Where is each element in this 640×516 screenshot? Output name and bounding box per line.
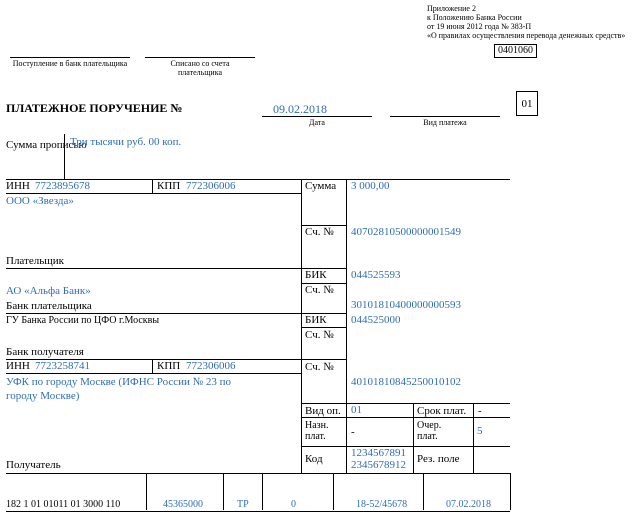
budget-period: 0	[291, 499, 296, 510]
payer-kpp-label: КПП	[157, 180, 181, 192]
grid-vline-301	[301, 179, 302, 473]
payer-inn-label: ИНН	[6, 180, 30, 192]
budget-vline-1	[146, 473, 147, 510]
budget-bottom-line	[6, 511, 510, 512]
grid-line-403	[301, 403, 510, 404]
grid-line-313	[6, 313, 346, 314]
grid-vline-kpp-payer	[152, 179, 153, 193]
op-purpose-label-2: плат.	[305, 431, 326, 442]
payee-label: Получатель	[6, 459, 61, 471]
received-line	[10, 57, 130, 58]
budget-basis: ТР	[237, 499, 249, 510]
budget-vline-4	[333, 473, 334, 510]
grid-vline-346	[346, 179, 347, 473]
payment-type-underline	[390, 116, 500, 117]
priority-label-1: Очер.	[417, 420, 442, 431]
payer-bank-bik: 044525593	[351, 269, 401, 281]
appendix-line-2: к Положению Банка России	[427, 13, 522, 22]
document-date: 09.02.2018	[273, 102, 327, 116]
budget-kbk: 182 1 01 01011 01 3000 110	[6, 499, 121, 510]
payee-kpp-label: КПП	[157, 360, 181, 372]
payee-inn: 7723258741	[35, 360, 90, 372]
op-type: 01	[351, 404, 362, 416]
payer-bank-label: Банк плательщика	[6, 300, 92, 312]
grid-line-473	[6, 473, 510, 474]
payer-name: ООО «Звезда»	[6, 195, 74, 207]
payee-name-line-1: УФК по городу Москве (ИФНС России № 23 по	[6, 376, 232, 388]
grid-line-417	[301, 417, 510, 418]
payee-bank-name: ГУ Банка России по ЦФО г.Москвы	[6, 315, 160, 326]
sum-label: Сумма	[305, 180, 337, 192]
budget-doc-date: 07.02.2018	[446, 499, 491, 510]
priority-label-2: плат.	[417, 431, 438, 442]
budget-doc-number: 18-52/45678	[356, 499, 408, 510]
payee-account: 40101810845250010102	[351, 376, 461, 388]
form-code-box: 0401060	[494, 44, 537, 58]
payer-account-label: Сч. №	[305, 226, 334, 238]
payee-bank-account-label: Сч. №	[305, 329, 334, 341]
op-type-label: Вид оп.	[305, 405, 341, 417]
amount-words-value: Три тысячи руб. 00 коп.	[70, 136, 182, 148]
grid-line-193	[6, 193, 301, 194]
date-underline	[262, 116, 372, 117]
grid-line-327	[301, 327, 346, 328]
payee-bank-bik: 044525000	[351, 314, 401, 326]
op-purpose: -	[351, 426, 355, 438]
grid-vline-kpp-payee	[152, 359, 153, 373]
payee-name-line-2: городу Москве)	[6, 390, 80, 402]
payee-kpp: 772306006	[186, 360, 236, 372]
payer-inn: 7723895678	[35, 180, 90, 192]
budget-vline-3	[262, 473, 263, 510]
deadline-label: Срок плат.	[417, 405, 467, 417]
date-label: Дата	[309, 118, 325, 127]
payer-label: Плательщик	[6, 255, 64, 267]
status-box: 01	[516, 91, 538, 116]
payee-bank-label: Банк получателя	[6, 346, 84, 358]
debited-line	[145, 57, 255, 58]
budget-vline-2	[223, 473, 224, 510]
debited-label: Списано со счета плательщика	[170, 59, 230, 77]
appendix-line-1: Приложение 2	[427, 4, 476, 13]
payer-kpp: 772306006	[186, 180, 236, 192]
appendix-line-3: от 19 июня 2012 года № 383-П	[427, 22, 532, 31]
payer-bank-account: 30101810400000000593	[351, 299, 461, 311]
grid-vline-413	[413, 403, 414, 473]
sum-value: 3 000,00	[351, 180, 390, 192]
priority-value: 5	[477, 425, 483, 437]
payer-bank-name: АО «Альфа Банк»	[6, 285, 91, 297]
budget-oktmo: 45365000	[163, 499, 203, 510]
document-title: ПЛАТЕЖНОЕ ПОРУЧЕНИЕ №	[6, 101, 183, 115]
grid-vline-473	[473, 403, 474, 473]
appendix-line-4: «О правилах осуществления перевода денежных средств»	[427, 31, 626, 40]
op-code-line-2: 2345678912	[351, 459, 406, 471]
op-purpose-label-1: Назн.	[305, 420, 329, 431]
payer-account: 40702810500000001549	[351, 226, 461, 238]
budget-vline-6	[510, 473, 511, 510]
payee-inn-label: ИНН	[6, 360, 30, 372]
payer-bank-account-label: Сч. №	[305, 284, 334, 296]
payee-account-label: Сч. №	[305, 361, 334, 373]
budget-vline-5	[423, 473, 424, 510]
grid-line-268	[6, 268, 346, 269]
deadline-value: -	[478, 405, 482, 417]
amount-words-label: Сумма прописью	[6, 139, 87, 151]
payee-bank-bik-label: БИК	[305, 314, 327, 326]
op-code-line-1: 1234567891	[351, 447, 406, 459]
grid-line-373	[6, 373, 301, 374]
payer-bank-bik-label: БИК	[305, 269, 327, 281]
reserve-label: Рез. поле	[417, 453, 460, 465]
payment-type-label: Вид платежа	[423, 118, 467, 127]
op-code-label: Код	[305, 453, 323, 465]
received-label: Поступление в банк плательщика	[12, 59, 128, 68]
